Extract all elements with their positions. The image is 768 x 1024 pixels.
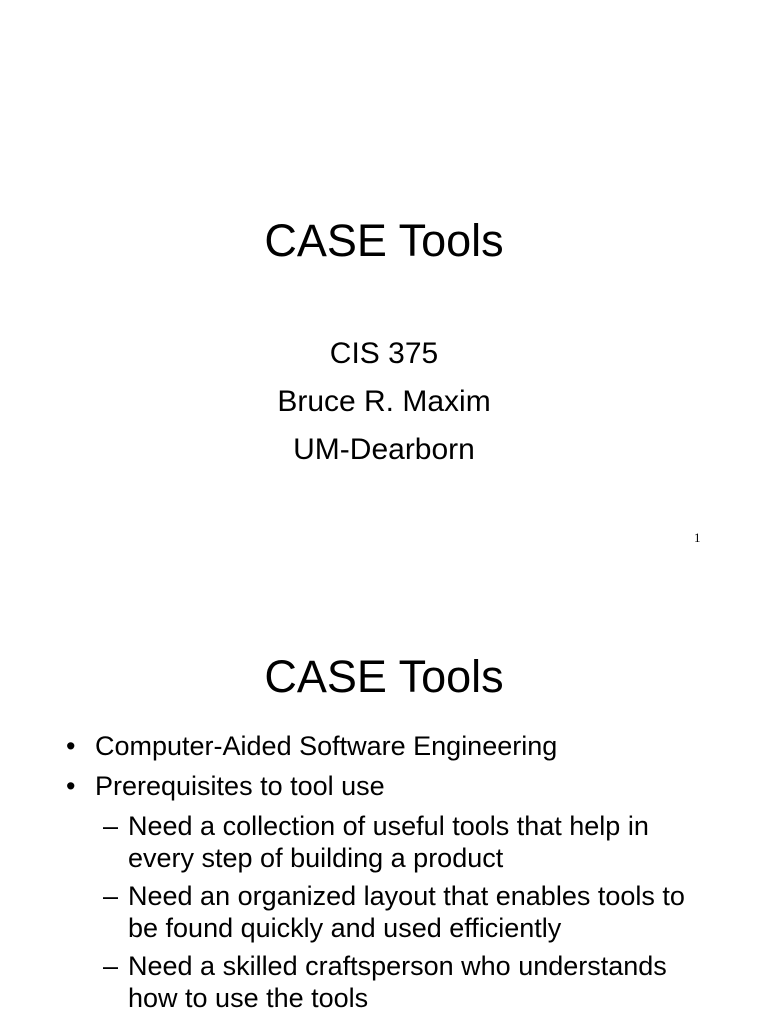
sub-bullet-item (60, 810, 700, 874)
subtitle-block (0, 330, 768, 474)
bullet-item (60, 730, 700, 762)
institution: UM-Dearborn (293, 433, 475, 466)
bullet-icon: • (66, 771, 76, 801)
sub-bullet-text: Need an organized layout that enables tools to be found quickly and used efficiently (128, 881, 685, 943)
slide-title: CASE Tools (264, 651, 504, 702)
bullet-list (60, 730, 700, 1020)
dash-icon: – (103, 881, 119, 911)
dash-icon: – (103, 811, 119, 841)
bullet-item (60, 770, 700, 802)
dash-icon: – (103, 951, 119, 981)
sub-bullet-item (60, 950, 700, 1014)
bullet-icon: • (66, 731, 76, 761)
bullet-text: Computer-Aided Software Engineering (95, 731, 558, 761)
page-number: 1 (694, 530, 701, 545)
sub-bullet-text: Need a collection of useful tools that help in every step of building a product (128, 811, 649, 873)
sub-bullet-item (60, 880, 700, 944)
course-code: CIS 375 (329, 337, 439, 370)
author-name: Bruce R. Maxim (277, 385, 491, 418)
sub-bullet-list (60, 810, 700, 1014)
slide-title: CASE Tools (264, 215, 504, 266)
sub-bullet-text: Need a skilled craftsperson who understands how to use the tools (128, 951, 667, 1013)
bullet-text: Prerequisites to tool use (95, 771, 385, 801)
sub-list-container (60, 810, 700, 1014)
